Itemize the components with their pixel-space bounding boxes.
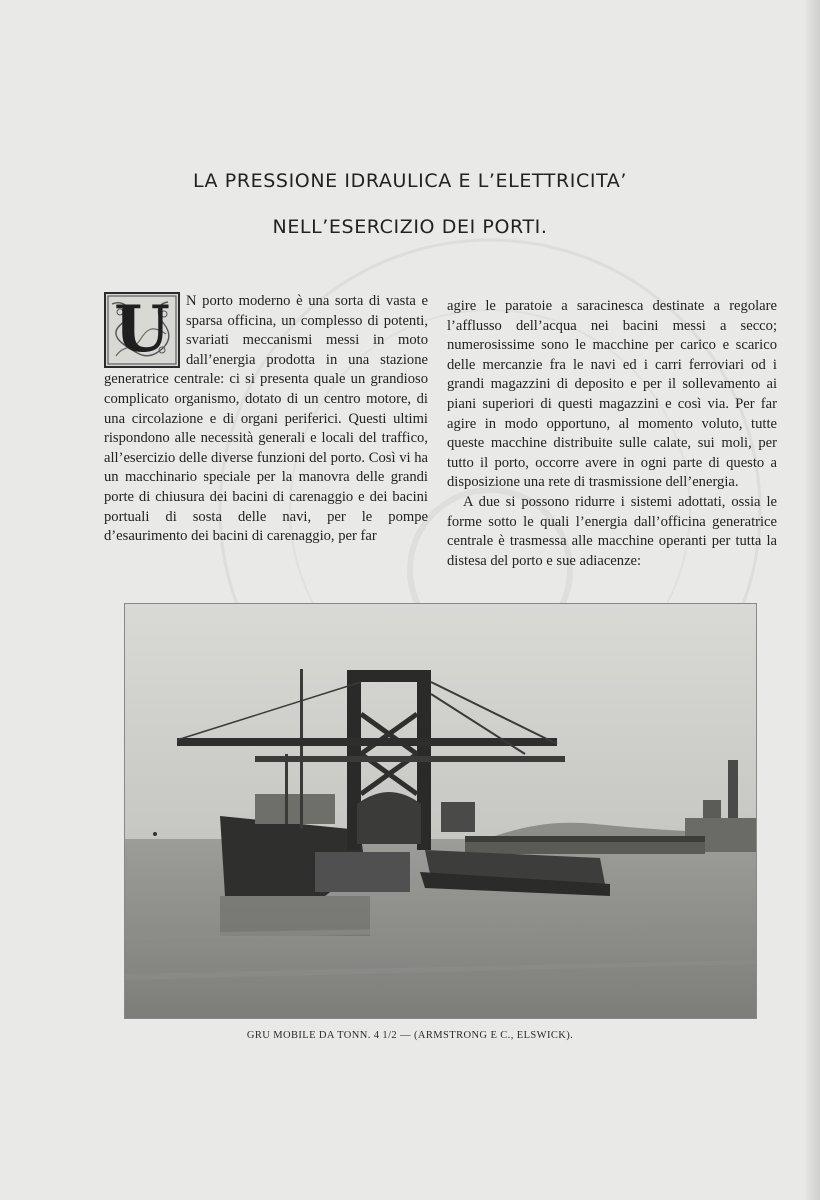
article-title: LA PRESSIONE IDRAULICA E L’ELETTRICITA’: [192, 170, 628, 192]
text-column-left: [104, 292, 428, 547]
paragraph-right-2: A due si possono ridurre i sistemi adottati, ossia le forme sotto le quali l’energia dall’officina generatrice centrale è trasmessa alle macchine operanti per tutta la distesa del porto e sue adiacenze:: [447, 493, 777, 569]
initial-letter: U: [114, 292, 170, 367]
text-column-right: [447, 297, 777, 571]
decorated-initial: [104, 292, 180, 368]
crane-photo-image: [125, 604, 756, 1018]
paragraph-left: N porto moderno è una sorta di vasta e sparsa officina, un complesso di potenti, svariati meccanismi messi in moto dall’energia prodotta in una stazione generatrice centrale: ci si presenta quale un grandioso complicato organismo, dotato di un centro motore, di una circolazione e di organi periferici. Questi ultimi rispondono alle necessità generali e locali del traffico, all’esercizio delle diverse funzioni del porto. Così vi ha un macchinario speciale per la manovra delle grandi porte di chiusura dei bacini di carenaggio e dei bacini portuali di sosta delle navi, per le pompe d’esaurimento dei bacini di carenaggio, per far: [104, 293, 428, 545]
article-subtitle: NELL’ESERCIZIO DEI PORTI.: [272, 216, 548, 238]
figure-caption: GRU MOBILE DA TONN. 4 1/2 — (ARMSTRONG E C., ELSWICK).: [246, 1030, 574, 1041]
paragraph-right-1: agire le paratoie a saracinesca destinate a regolare l’afflusso dell’acqua nei bacini messi a secco; numerosissime sono le macchine per carico e scarico delle mercanzie fra le navi ed i carri ferroviari od i grandi magazzini di deposito e per il sollevamento ai piani superiori di questi magazzini e così via. Per far agire in modo opportuno, al momento voluto, tutte queste macchine distribuite sulle calate, sui moli, per tutto il porto, occorre avere in ogni parte di questo a disposizione una rete di trasmissione dell’energia.: [447, 298, 777, 491]
crane-photograph: [124, 603, 757, 1019]
